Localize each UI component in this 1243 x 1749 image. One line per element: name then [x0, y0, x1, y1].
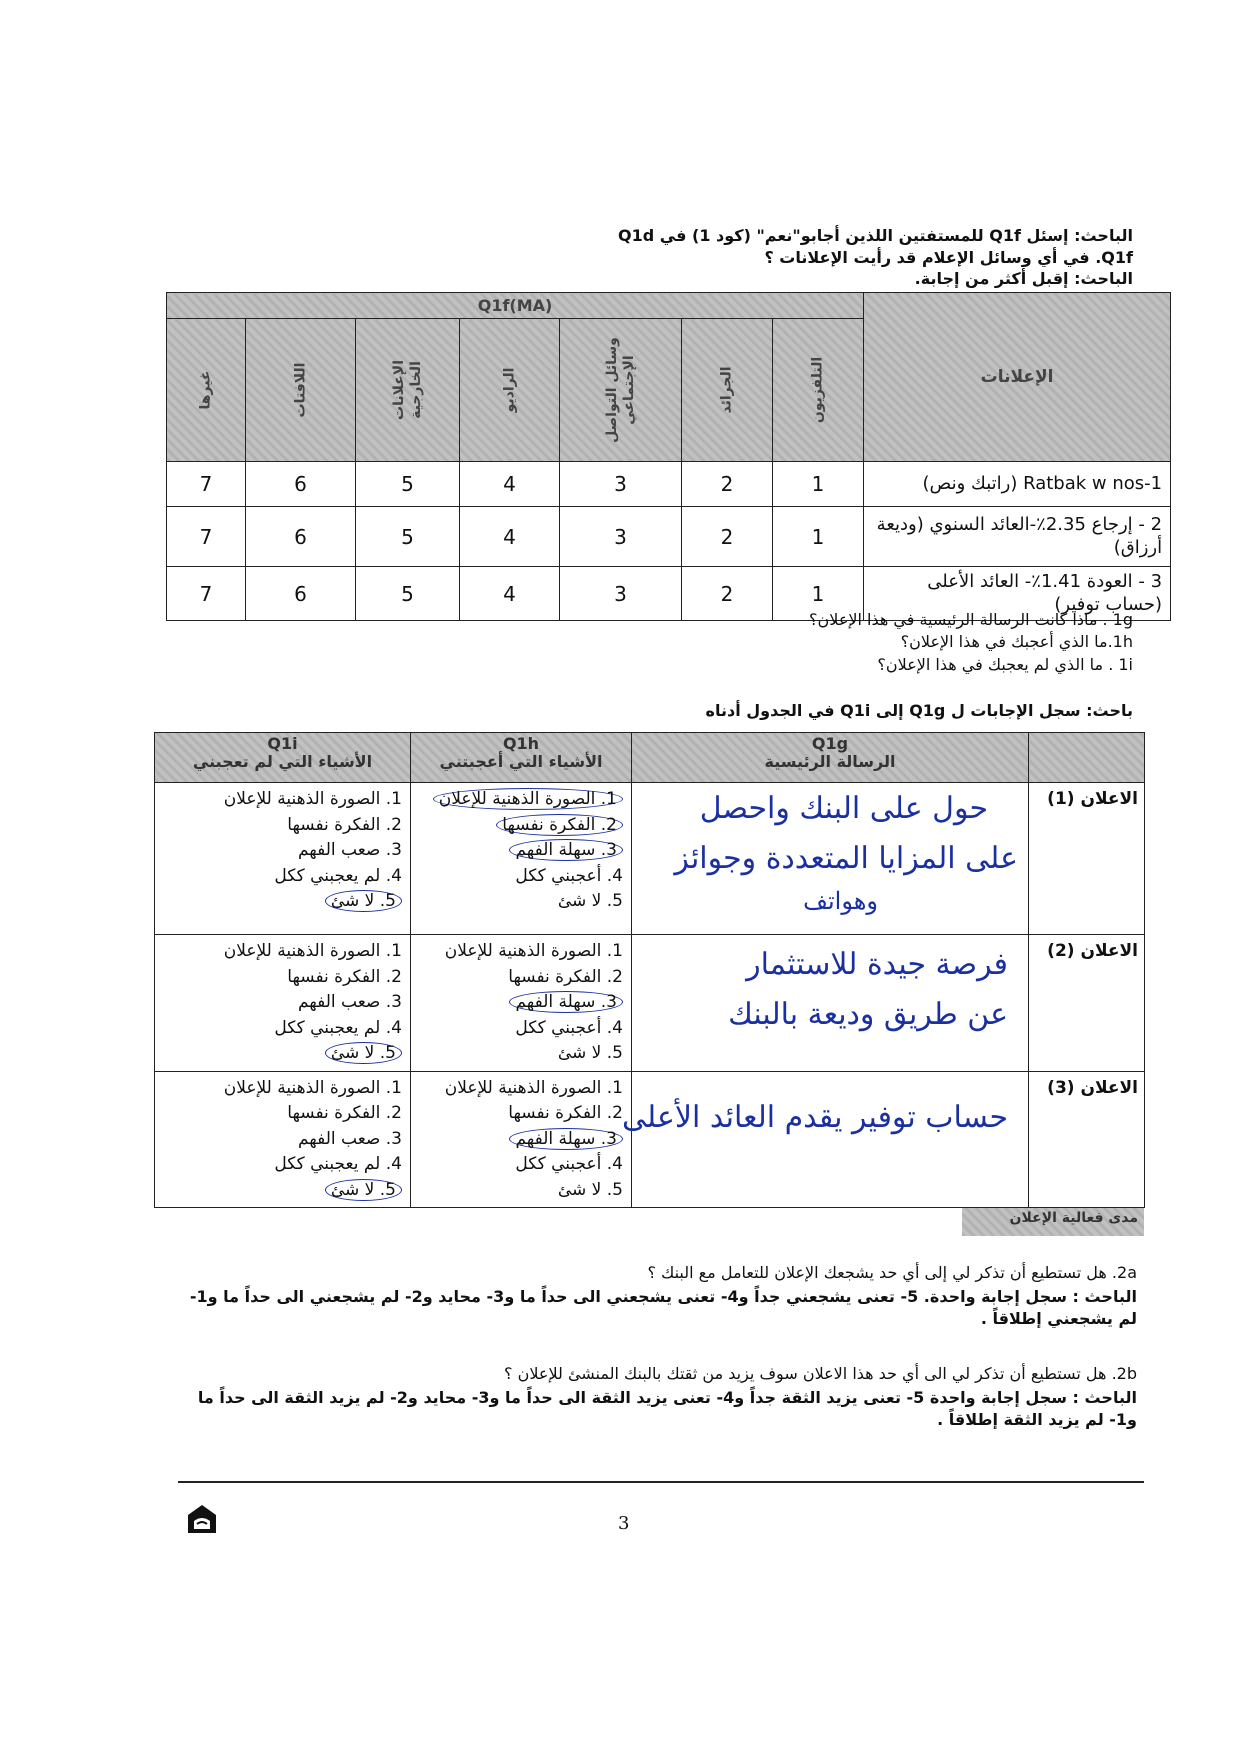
ad-label: Ratbak w nos-1 (راتبك ونص)	[864, 462, 1171, 507]
media-header-other: غيرها	[167, 319, 246, 462]
option[interactable]: 5. لا شئ	[557, 1043, 623, 1063]
option[interactable]: 3. صعب الفهم	[297, 840, 402, 860]
option[interactable]: 2. الفكرة نفسها	[287, 966, 402, 987]
q1i-options	[155, 783, 411, 935]
logo-icon	[186, 1503, 218, 1535]
handwritten-answer: فرصة جيدة للاستثمار	[746, 947, 1008, 982]
code-cell[interactable]: 1	[773, 567, 864, 621]
code-cell[interactable]: 7	[167, 507, 246, 567]
handwritten-answer: وهواتف	[803, 887, 878, 915]
option-selected[interactable]: 3. سهلة الفهم	[419, 990, 623, 1016]
q1g-header: Q1g الرسالة الرئيسية	[632, 733, 1029, 783]
table-row	[155, 783, 1145, 935]
option-selected[interactable]: 5. لا شئ	[163, 889, 402, 915]
ad-label: 3 - العودة 1.41٪- العائد الأعلى (حساب توفير)	[864, 567, 1171, 621]
option[interactable]: 3. صعب الفهم	[297, 992, 402, 1012]
code-cell[interactable]: 5	[356, 462, 460, 507]
option[interactable]: 1. الصورة الذهنية للإعلان	[223, 789, 402, 809]
media-header-tv: التلفزيون	[773, 319, 864, 462]
option[interactable]: 2. الفكرة نفسها	[508, 1103, 623, 1123]
q1g-answer[interactable]	[622, 1071, 1029, 1208]
handwritten-answer: حساب توفير يقدم العائد الأعلى	[622, 1099, 1008, 1135]
question-1i: 1i . ما الذي لم يعجبك في هذا الإعلان؟	[877, 655, 1133, 674]
code-cell[interactable]: 2	[682, 462, 773, 507]
option-selected[interactable]: 3. سهلة الفهم	[419, 838, 623, 864]
handwritten-answer: على المزايا المتعددة وجوائز	[674, 841, 1018, 876]
option[interactable]: 1. الصورة الذهنية للإعلان	[223, 941, 402, 961]
q1i-options	[155, 1071, 411, 1208]
q1h-options	[411, 1071, 632, 1208]
q1g-answer[interactable]	[632, 783, 1029, 935]
table-title: Q1f(MA)	[167, 293, 864, 319]
code-cell[interactable]: 6	[246, 507, 356, 567]
table-row	[167, 507, 1171, 567]
handwritten-answer: حول على البنك واحصل	[699, 791, 988, 826]
section-badge: مدى فعالية الإعلان	[962, 1208, 1144, 1236]
option[interactable]: 4. أعجبني ككل	[515, 1017, 623, 1038]
option[interactable]: 4. أعجبني ككل	[515, 865, 623, 886]
option[interactable]: 3. صعب الفهم	[297, 1128, 402, 1149]
ad-label: 2 - إرجاع 2.35٪-العائد السنوي (وديعة أرزاق)	[864, 507, 1171, 567]
code-cell[interactable]: 4	[460, 462, 560, 507]
media-header-newspapers: الجرائد	[682, 319, 773, 462]
code-cell[interactable]: 3	[560, 507, 682, 567]
media-table	[166, 292, 1171, 621]
code-cell[interactable]: 4	[460, 507, 560, 567]
instruction-2a: الباحث : سجل إجابة واحدة. 5- تعنى يشجعني جداً و4- تعنى يشجعني الى حداً ما و3- محايد و2- لم يشجعني الى حداً ما و1- لم يشجعني إطلاقاً .	[189, 1287, 1137, 1328]
table2-instruction: باحث: سجل الإجابات ل Q1g إلى Q1i في الجدول أدناه	[705, 701, 1133, 720]
responses-table	[154, 732, 1145, 1208]
question-2b: 2b. هل تستطيع أن تذكر لي الى أي حد هذا الاعلان سوف يزيد من ثقتك بالبنك المنشئ للإعلان ؟	[504, 1364, 1137, 1383]
code-cell[interactable]: 4	[460, 567, 560, 621]
media-header-radio: الراديو	[460, 319, 560, 462]
option[interactable]: 2. الفكرة نفسها	[287, 1103, 402, 1123]
question-q1f: Q1f. في أي وسائل الإعلام قد رأيت الإعلانات ؟	[764, 248, 1133, 267]
option[interactable]: 4. أعجبني ككل	[515, 1154, 623, 1174]
option[interactable]: 5. لا شئ	[557, 1179, 623, 1200]
table-row	[155, 935, 1145, 1072]
media-header-social: وسائل التواصل الإجتماعي	[560, 319, 682, 462]
q1h-options	[411, 783, 632, 935]
researcher-instruction-multi: الباحث: إقبل أكثر من إجابة.	[914, 269, 1133, 288]
option-selected[interactable]: 5. لا شئ	[163, 1178, 402, 1204]
ad-row-label: الاعلان (1)	[1029, 783, 1145, 935]
table-row	[167, 462, 1171, 507]
table-row	[155, 1071, 1145, 1208]
handwritten-answer: عن طريق وديعة بالبنك	[728, 997, 1008, 1032]
code-cell[interactable]: 7	[167, 462, 246, 507]
option-selected[interactable]: 1. الصورة الذهنية للإعلان	[419, 787, 623, 813]
media-header-outdoor: الإعلانات الخارجية	[356, 319, 460, 462]
instruction-2b: الباحث : سجل إجابة واحدة 5- تعنى يزيد الثقة جداً و4- تعنى يزيد الثقة الى حداً ما و3- محايد و2- لم يزيد الثقة الى حداً ما و1- لم يزيد الثقة إطلاقاً .	[197, 1388, 1137, 1429]
option-selected[interactable]: 3. سهلة الفهم	[419, 1127, 623, 1153]
media-header-banners: اللافتات	[246, 319, 356, 462]
option-selected[interactable]: 2. الفكرة نفسها	[419, 813, 623, 839]
q1g-answer[interactable]	[632, 935, 1029, 1072]
code-cell[interactable]: 6	[246, 567, 356, 621]
ad-label-header	[1029, 733, 1145, 783]
option[interactable]: 4. لم يعجبني ككل	[274, 1017, 402, 1038]
option[interactable]: 4. لم يعجبني ككل	[274, 1154, 402, 1174]
code-cell[interactable]: 3	[560, 462, 682, 507]
researcher-instruction-q1f: الباحث: إسئل Q1f للمستفتين اللذين أجابو"نعم" (كود 1) في Q1d	[618, 226, 1133, 245]
option[interactable]: 5. لا شئ	[557, 891, 623, 911]
code-cell[interactable]: 2	[682, 507, 773, 567]
code-cell[interactable]: 1	[773, 462, 864, 507]
option-selected[interactable]: 5. لا شئ	[163, 1041, 402, 1067]
option[interactable]: 4. لم يعجبني ككل	[274, 865, 402, 886]
code-cell[interactable]: 7	[167, 567, 246, 621]
page-number: 3	[618, 1513, 630, 1534]
q1i-options	[155, 935, 411, 1072]
code-cell[interactable]: 5	[356, 567, 460, 621]
ad-row-label: الاعلان (3)	[1029, 1071, 1145, 1208]
option[interactable]: 2. الفكرة نفسها	[508, 966, 623, 987]
code-cell[interactable]: 5	[356, 507, 460, 567]
ads-column-header: الإعلانات	[864, 293, 1171, 462]
code-cell[interactable]: 1	[773, 507, 864, 567]
q1h-header: Q1h الأشياء التي أعجبتني	[411, 733, 632, 783]
ad-row-label: الاعلان (2)	[1029, 935, 1145, 1072]
code-cell[interactable]: 6	[246, 462, 356, 507]
option[interactable]: 2. الفكرة نفسها	[287, 814, 402, 835]
option[interactable]: 1. الصورة الذهنية للإعلان	[444, 1077, 623, 1098]
question-1h: 1h.ما الذي أعجبك في هذا الإعلان؟	[900, 632, 1133, 651]
code-cell[interactable]: 3	[560, 567, 682, 621]
question-2a: 2a. هل تستطيع أن تذكر لي إلى أي حد يشجعك الإعلان للتعامل مع البنك ؟	[647, 1263, 1137, 1282]
option[interactable]: 1. الصورة الذهنية للإعلان	[444, 941, 623, 961]
question-1g: 1g . ماذا كانت الرسالة الرئيسية في هذا الإعلان؟	[809, 610, 1133, 629]
code-cell[interactable]: 2	[682, 567, 773, 621]
option[interactable]: 1. الصورة الذهنية للإعلان	[223, 1077, 402, 1098]
footer-divider	[178, 1481, 1144, 1483]
q1i-header: Q1i الأشياء التي لم تعجبني	[155, 733, 411, 783]
q1h-options	[411, 935, 632, 1072]
